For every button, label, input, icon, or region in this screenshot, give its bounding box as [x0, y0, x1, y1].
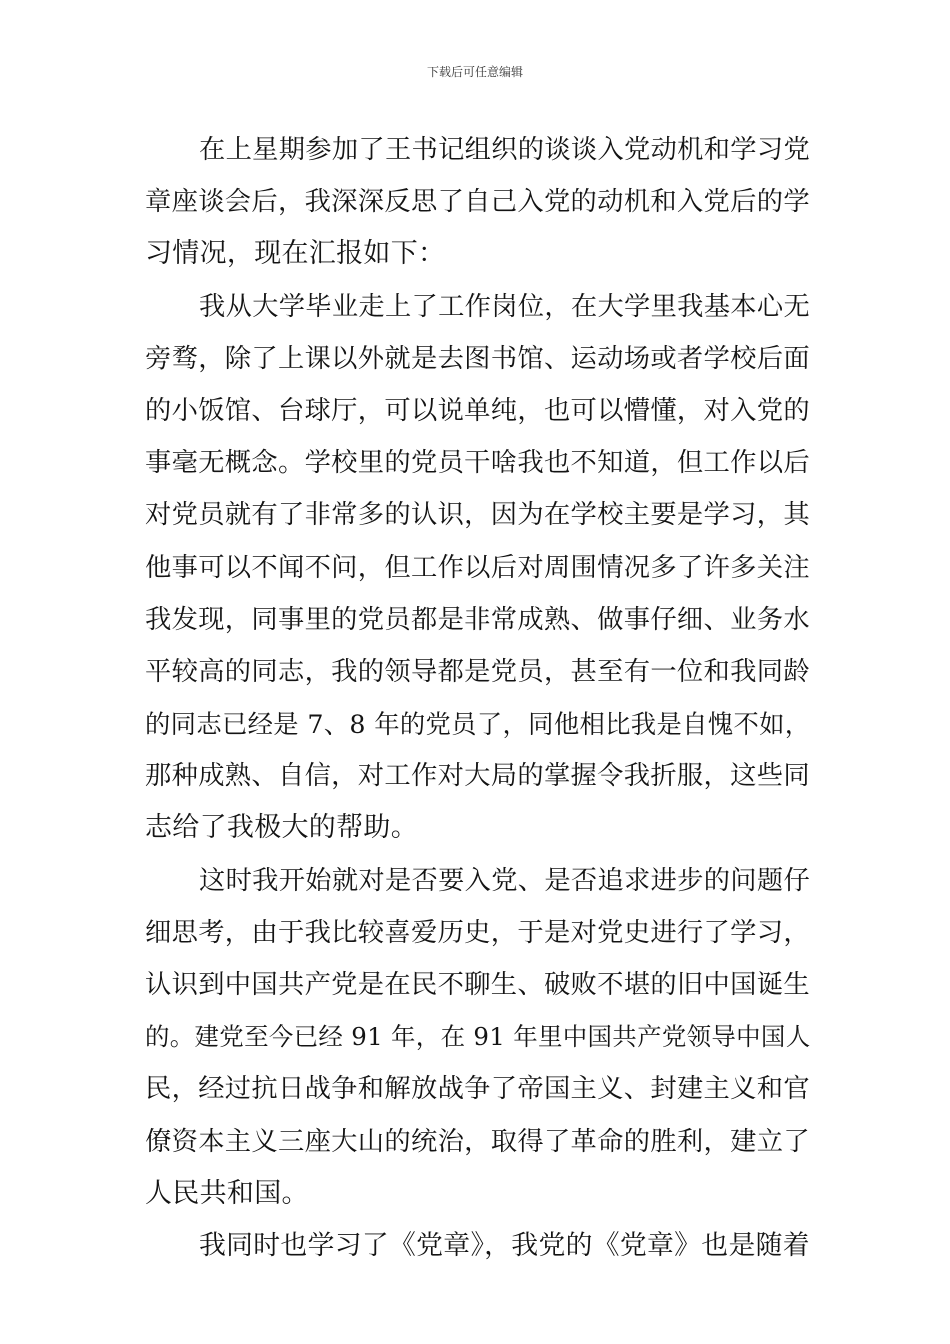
text-line: 习情况，现在汇报如下：	[145, 238, 446, 270]
text-line: 认识到中国共产党是在民不聊生、破败不堪的旧中国诞生	[145, 970, 810, 1000]
text-line: 志给了我极大的帮助。	[145, 812, 418, 844]
text-line: 对党员就有了非常多的认识，因为在学校主要是学习，其	[145, 500, 810, 531]
text-line: 章座谈会后，我深深反思了自己入党的动机和入党后的学	[145, 187, 810, 218]
text-line: 僚资本主义三座大山的统治，取得了革命的胜利，建立了	[145, 1126, 810, 1157]
text-line: 我同时也学习了《党章》，我党的《党章》也是随着	[199, 1229, 810, 1261]
text-line: 人民共和国。	[145, 1177, 309, 1209]
text-line: 平较高的同志，我的领导都是党员，甚至有一位和我同龄	[145, 656, 810, 687]
text-line: 细思考，由于我比较喜爱历史，于是对党史进行了学习，	[145, 917, 810, 948]
page-header: 下载后可任意编辑	[426, 65, 523, 79]
text-line: 在上星期参加了王书记组织的谈谈入党动机和学习党	[199, 135, 811, 165]
document-body	[145, 124, 810, 1272]
text-line: 我从大学毕业走上了工作岗位，在大学里我基本心无	[199, 291, 811, 322]
text-line: 那种成熟、自信，对工作对大局的掌握令我折服，这些同	[145, 761, 810, 792]
text-line: 的。建党至今已经 91 年，在 91 年里中国共产党领导中国人	[145, 1022, 811, 1052]
text-line: 我发现，同事里的党员都是非常成熟、做事仔细、业务水	[145, 604, 810, 635]
text-line: 事毫无概念。学校里的党员干啥我也不知道，但工作以后	[145, 448, 810, 479]
text-line: 他事可以不闻不问，但工作以后对周围情况多了许多关注	[145, 552, 810, 583]
text-line: 的小饭馆、台球厅，可以说单纯，也可以懵懂，对入党的	[145, 395, 810, 426]
text-line: 民，经过抗日战争和解放战争了帝国主义、封建主义和官	[145, 1074, 810, 1105]
text-line: 的同志已经是 7、8 年的党员了，同他相比我是自愧不如，	[145, 709, 811, 740]
text-line: 旁骛，除了上课以外就是去图书馆、运动场或者学校后面	[145, 343, 810, 374]
text-line: 这时我开始就对是否要入党、是否追求进步的问题仔	[199, 865, 811, 896]
